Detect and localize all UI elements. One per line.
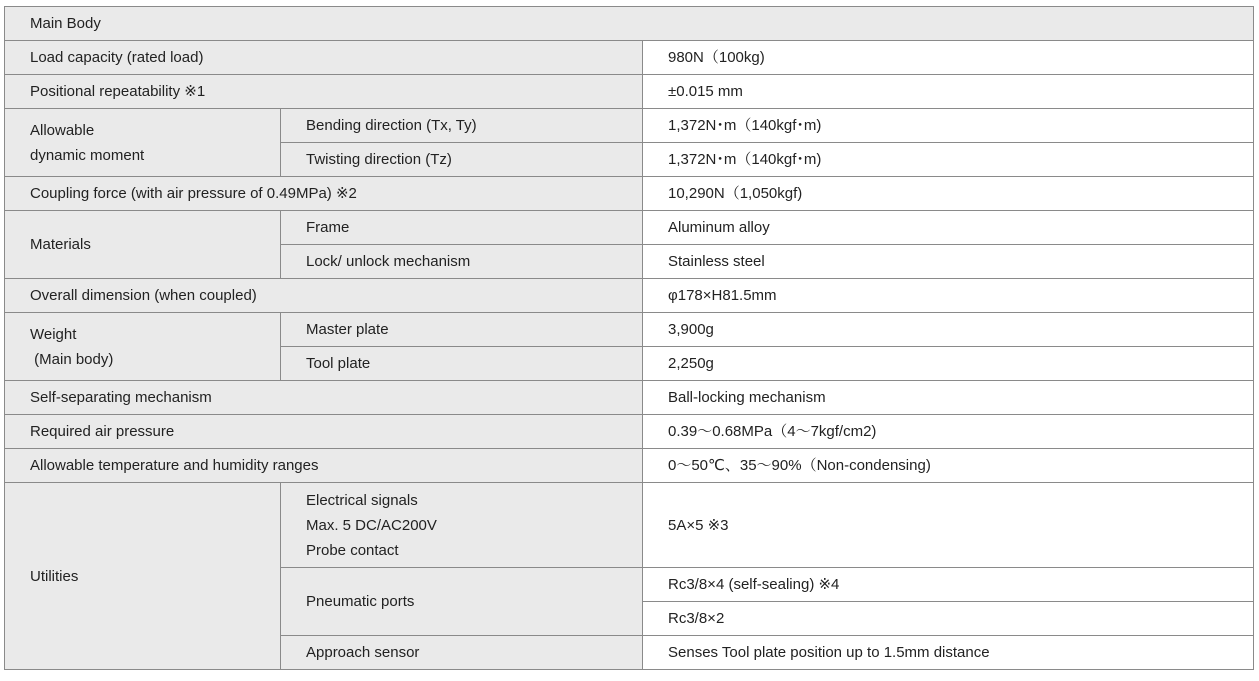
row-sublabel: Frame xyxy=(281,211,643,245)
row-group-label: Utilities xyxy=(5,483,281,670)
row-sublabel: Tool plate xyxy=(281,347,643,381)
row-value: Stainless steel xyxy=(643,245,1254,279)
table-row xyxy=(5,75,1254,109)
row-label: Self-separating mechanism xyxy=(5,381,643,415)
table-row xyxy=(5,415,1254,449)
table-row xyxy=(5,177,1254,211)
table-row xyxy=(5,381,1254,415)
row-value: 3,900g xyxy=(643,313,1254,347)
table-row xyxy=(5,279,1254,313)
table-row xyxy=(5,7,1254,41)
row-sublabel: Pneumatic ports xyxy=(281,568,643,636)
table-header: Main Body xyxy=(5,7,1254,41)
row-sublabel: Twisting direction (Tz) xyxy=(281,143,643,177)
row-group-label xyxy=(5,313,281,381)
label-line: Weight xyxy=(30,325,77,343)
row-value: Rc3/8×2 xyxy=(643,602,1254,636)
row-label: Coupling force (with air pressure of 0.49MPa) ※2 xyxy=(5,177,643,211)
row-value: 2,250g xyxy=(643,347,1254,381)
row-label: Required air pressure xyxy=(5,415,643,449)
table-row xyxy=(5,211,1254,245)
row-value: Ball-locking mechanism xyxy=(643,381,1254,415)
row-value: 1,372N･m（140kgf･m) xyxy=(643,143,1254,177)
row-sublabel: Bending direction (Tx, Ty) xyxy=(281,109,643,143)
row-value: Rc3/8×4 (self-sealing) ※4 xyxy=(643,568,1254,602)
label-line: dynamic moment xyxy=(30,146,145,164)
row-value: 0.39〜0.68MPa（4〜7kgf/cm2) xyxy=(643,415,1254,449)
row-sublabel: Approach sensor xyxy=(281,636,643,670)
table-row xyxy=(5,41,1254,75)
row-group-label: Materials xyxy=(5,211,281,279)
label-line: (Main body) xyxy=(30,350,114,368)
row-value: 5A×5 ※3 xyxy=(643,483,1254,568)
label-line: Max. 5 DC/AC200V xyxy=(306,516,437,534)
row-sublabel: Lock/ unlock mechanism xyxy=(281,245,643,279)
row-label: Load capacity (rated load) xyxy=(5,41,643,75)
spec-table xyxy=(4,6,1254,670)
row-sublabel xyxy=(281,483,643,568)
row-label: Overall dimension (when coupled) xyxy=(5,279,643,313)
row-value: 1,372N･m（140kgf･m) xyxy=(643,109,1254,143)
row-value: 10,290N（1,050kgf) xyxy=(643,177,1254,211)
label-line: Probe contact xyxy=(306,541,399,559)
row-value: Senses Tool plate position up to 1.5mm distance xyxy=(643,636,1254,670)
row-value: φ178×H81.5mm xyxy=(643,279,1254,313)
row-value: Aluminum alloy xyxy=(643,211,1254,245)
table-row xyxy=(5,109,1254,143)
table-row xyxy=(5,313,1254,347)
label-line: Allowable xyxy=(30,121,95,139)
row-sublabel: Master plate xyxy=(281,313,643,347)
row-group-label xyxy=(5,109,281,177)
row-value: 980N（100kg) xyxy=(643,41,1254,75)
row-value: 0〜50℃、35〜90%（Non-condensing) xyxy=(643,449,1254,483)
table-row xyxy=(5,483,1254,568)
table-row xyxy=(5,449,1254,483)
row-value: ±0.015 mm xyxy=(643,75,1254,109)
row-label: Allowable temperature and humidity ranges xyxy=(5,449,643,483)
row-label: Positional repeatability ※1 xyxy=(5,75,643,109)
label-line: Electrical signals xyxy=(306,491,418,509)
